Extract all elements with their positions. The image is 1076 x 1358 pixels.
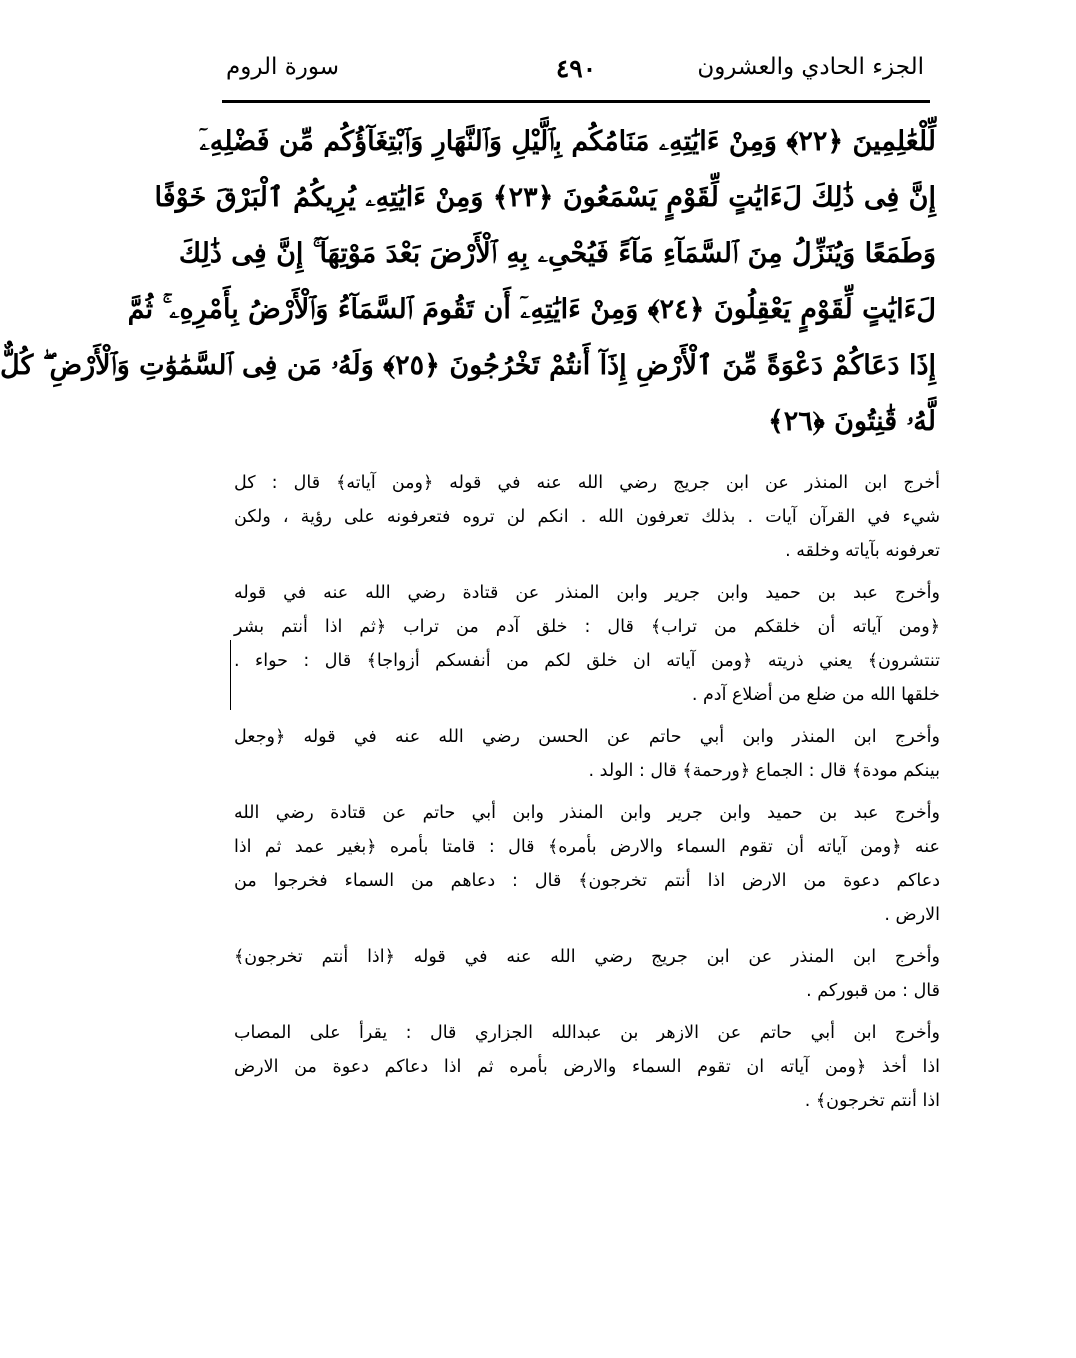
commentary-line: اذا أنتم تخرجون﴾ . xyxy=(804,1091,940,1111)
commentary-line: وأخرج عبد بن حميد وابن جرير وابن المنذر عن قتادة رضي الله عنه في قوله xyxy=(234,583,940,603)
commentary-line: وأخرج عبد بن حميد وابن جرير وابن المنذر وابن أبي حاتم عن قتادة رضي الله xyxy=(234,803,940,823)
commentary-line: شيء في القرآن آيات . بذلك تعرفون الله . انكم لن تروه فتعرفونه على رؤية ، ولكن xyxy=(234,507,940,527)
quran-verses xyxy=(0,114,936,450)
header-rule xyxy=(222,100,930,103)
quran-line: وَطَمَعًا وَيُنَزِّلُ مِنَ ٱلسَّمَآءِ مَآءً فَيُحْىِۦ بِهِ ٱلْأَرْضَ بَعْدَ مَوْتِهَآ ۚ إِنَّ فِى ذَٰلِكَ xyxy=(178,238,936,269)
page-number: ٤٩٠ xyxy=(555,54,597,83)
commentary-line: خلقها الله من ضلع من أضلاع آدم . xyxy=(691,685,940,705)
commentary-paragraph xyxy=(234,1016,940,1118)
quran-line: لَءَايَٰتٍ لِّقَوْمٍ يَعْقِلُونَ ﴿٢٤﴾ وَمِنْ ءَايَٰتِهِۦٓ أَن تَقُومَ ٱلسَّمَآءُ وَٱلْأَرْضُ بِأَمْرِهِۦ ۚ ثُمَّ xyxy=(127,294,936,325)
commentary-line: وأخرج ابن المنذر وابن أبي حاتم عن الحسن رضي الله عنه في قوله ﴿وجعل xyxy=(234,727,940,747)
page-header xyxy=(222,52,930,96)
commentary-line: وأخرج ابن المنذر عن ابن جريج رضي الله عنه في قوله ﴿اذا أنتم تخرجون﴾ xyxy=(234,947,940,967)
surah-title: سورة الروم xyxy=(226,54,340,80)
part-title: الجزء الحادي والعشرون xyxy=(697,54,924,80)
commentary-paragraph xyxy=(234,940,940,1008)
commentary-paragraph xyxy=(234,576,940,712)
quran-line: إِذَا دَعَاكُمْ دَعْوَةً مِّنَ ٱلْأَرْضِ إِذَآ أَنتُمْ تَخْرُجُونَ ﴿٢٥﴾ وَلَهُۥ مَن فِى ٱلسَّمَٰوَٰتِ وَٱلْأَرْضِ ۖ كُلٌّ xyxy=(0,350,936,381)
scan-edge-mark xyxy=(230,640,231,710)
quran-line: لَّهُۥ قَٰنِتُونَ ﴿٢٦﴾ xyxy=(767,406,936,437)
quran-line: إِنَّ فِى ذَٰلِكَ لَءَايَٰتٍ لِّقَوْمٍ يَسْمَعُونَ ﴿٢٣﴾ وَمِنْ ءَايَٰتِهِۦ يُرِيكُمُ ٱلْبَرْقَ خَوْفًا xyxy=(154,182,936,213)
commentary-line: أخرج ابن المنذر عن ابن جريج رضي الله عنه في قوله ﴿ومن آياته﴾ قال : كل xyxy=(234,473,940,493)
commentary-paragraph xyxy=(234,466,940,568)
commentary-line: اذا أخذ ﴿ومن آياته ان تقوم السماء والارض بأمره ثم اذا دعاكم دعوة من الارض xyxy=(234,1057,940,1077)
commentary-line: ﴿ومن آياته أن خلقكم من تراب﴾ قال : خلق آدم من تراب ﴿ثم اذا أنتم بشر xyxy=(234,617,940,637)
commentary-line: قال : من قبوركم . xyxy=(806,981,940,1001)
commentary-line: دعاكم دعوة من الارض اذا أنتم تخرجون﴾ قال : دعاهم من السماء فخرجوا من xyxy=(234,871,940,891)
commentary-text xyxy=(234,466,940,1126)
commentary-paragraph xyxy=(234,720,940,788)
quran-line: لِّلْعَٰلِمِينَ ﴿٢٢﴾ وَمِنْ ءَايَٰتِهِۦ مَنَامُكُم بِٱلَّيْلِ وَٱلنَّهَارِ وَٱبْتِغَآؤُكُم مِّن فَضْلِهِۦٓ xyxy=(199,126,936,157)
commentary-line: وأخرج ابن أبي حاتم عن الازهر بن عبدالله الجزاري قال : يقرأ على المصاب xyxy=(234,1023,940,1043)
commentary-paragraph xyxy=(234,796,940,932)
commentary-line: عنه ﴿ومن آياته أن تقوم السماء والارض بأمره﴾ قال : قامتا بأمره ﴿بغير عمد ثم اذا xyxy=(234,837,940,857)
commentary-line: تنتشرون﴾ يعني ذريته ﴿ومن آياته ان خلق لكم من أنفسكم أزواجا﴾ قال : حواء . xyxy=(234,651,940,671)
commentary-line: الارض . xyxy=(884,905,940,925)
commentary-line: بينكم مودة﴾ قال : الجماع ﴿ورحمة﴾ قال : الولد . xyxy=(588,761,940,781)
commentary-line: تعرفونه بآياته وخلقه . xyxy=(785,541,940,561)
